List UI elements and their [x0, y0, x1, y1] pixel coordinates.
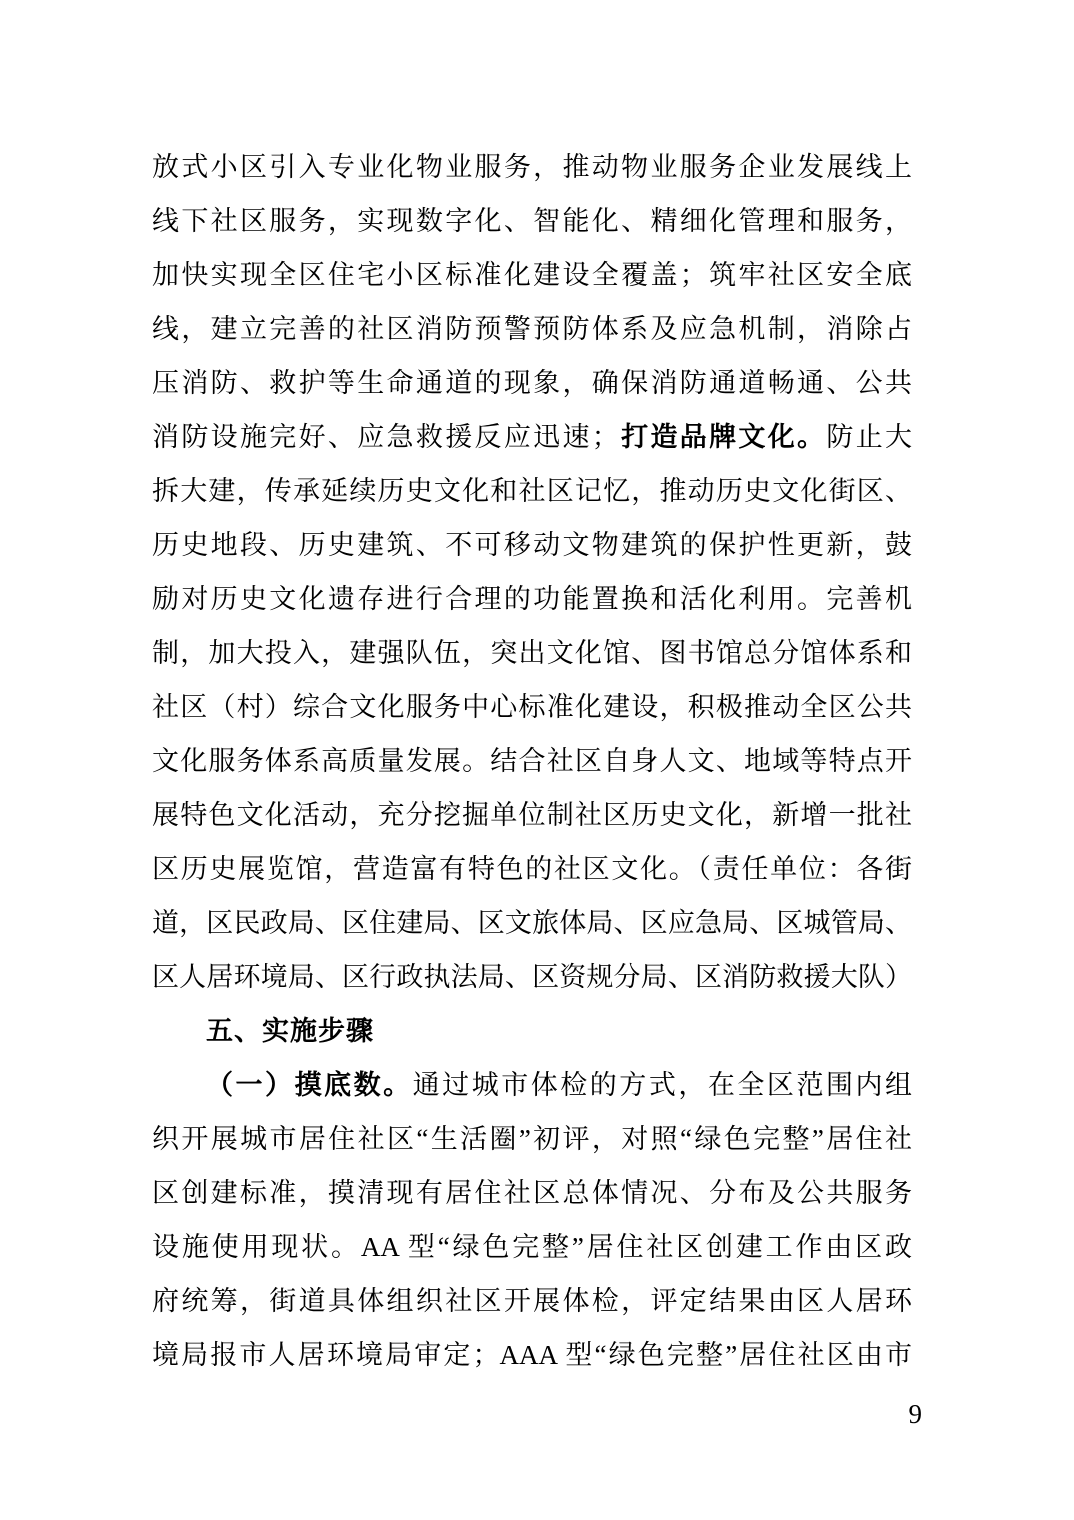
text-line — [152, 1220, 912, 1274]
text-run: 文化服务体系高质量发展。结合社区自身人文、地域等特点开 — [152, 746, 912, 776]
text-run: 放式小区引入专业化物业服务，推动物业服务企业发展线上 — [152, 152, 912, 182]
text-run-bold: 打造品牌文化。 — [618, 422, 827, 452]
text-line — [152, 1166, 912, 1220]
text-line — [152, 410, 912, 464]
text-line — [152, 626, 912, 680]
text-run: 境局报市人居环境局审定；AAA 型“绿色完整”居住社区由市 — [152, 1340, 912, 1370]
text-run: 线下社区服务，实现数字化、智能化、精细化管理和服务， — [152, 206, 912, 236]
text-run: 消防设施完好、应急救援反应迅速； — [152, 422, 619, 452]
text-line — [152, 302, 912, 356]
text-line — [152, 140, 912, 194]
text-run: 线，建立完善的社区消防预警预防体系及应急机制，消除占 — [152, 314, 912, 344]
document-body — [152, 140, 912, 1382]
text-line — [152, 896, 912, 950]
text-run: 历史地段、历史建筑、不可移动文物建筑的保护性更新，鼓 — [152, 530, 912, 560]
text-line — [152, 842, 912, 896]
text-line — [152, 950, 912, 1004]
text-run: 区创建标准，摸清现有居住社区总体情况、分布及公共服务 — [152, 1178, 912, 1208]
section-heading — [152, 1004, 912, 1058]
text-line — [152, 680, 912, 734]
text-run: 设施使用现状。AA 型“绿色完整”居住社区创建工作由区政 — [152, 1232, 912, 1262]
text-run: 展特色文化活动，充分挖掘单位制社区历史文化，新增一批社 — [152, 800, 912, 830]
page-number: 9 — [908, 1399, 922, 1429]
text-line — [152, 572, 912, 626]
text-line — [152, 734, 912, 788]
text-line — [152, 788, 912, 842]
text-run: 拆大建，传承延续历史文化和社区记忆，推动历史文化街区、 — [152, 476, 912, 506]
text-line — [152, 464, 912, 518]
text-run: 压消防、救护等生命通道的现象，确保消防通道畅通、公共 — [152, 368, 912, 398]
text-run: 加快实现全区住宅小区标准化建设全覆盖；筑牢社区安全底 — [152, 260, 912, 290]
text-run: 织开展城市居住社区“生活圈”初评，对照“绿色完整”居住社 — [152, 1124, 912, 1154]
text-line — [152, 518, 912, 572]
text-run: 通过城市体检的方式，在全区范围内组 — [412, 1070, 912, 1100]
text-run: 制，加大投入，建强队伍，突出文化馆、图书馆总分馆体系和 — [152, 638, 912, 668]
section-heading-text: 五、实施步骤 — [206, 1016, 374, 1046]
text-run: 防止大 — [826, 422, 912, 452]
text-run: 府统筹，街道具体组织社区开展体检，评定结果由区人居环 — [152, 1286, 912, 1316]
text-run: 区历史展览馆，营造富有特色的社区文化。（责任单位：各街 — [152, 854, 912, 884]
text-run: 区人居环境局、区行政执法局、区资规分局、区消防救援大队） — [152, 962, 912, 992]
text-line — [152, 1274, 912, 1328]
text-run: 社区（村）综合文化服务中心标准化建设，积极推动全区公共 — [152, 692, 912, 722]
text-line — [152, 248, 912, 302]
text-run-bold: （一）摸底数。 — [206, 1070, 413, 1100]
text-line — [152, 1058, 912, 1112]
text-run: 道，区民政局、区住建局、区文旅体局、区应急局、区城管局、 — [152, 908, 912, 938]
text-run: 励对历史文化遗存进行合理的功能置换和活化利用。完善机 — [152, 584, 912, 614]
text-line — [152, 1112, 912, 1166]
text-line — [152, 194, 912, 248]
text-line — [152, 356, 912, 410]
text-line — [152, 1328, 912, 1382]
